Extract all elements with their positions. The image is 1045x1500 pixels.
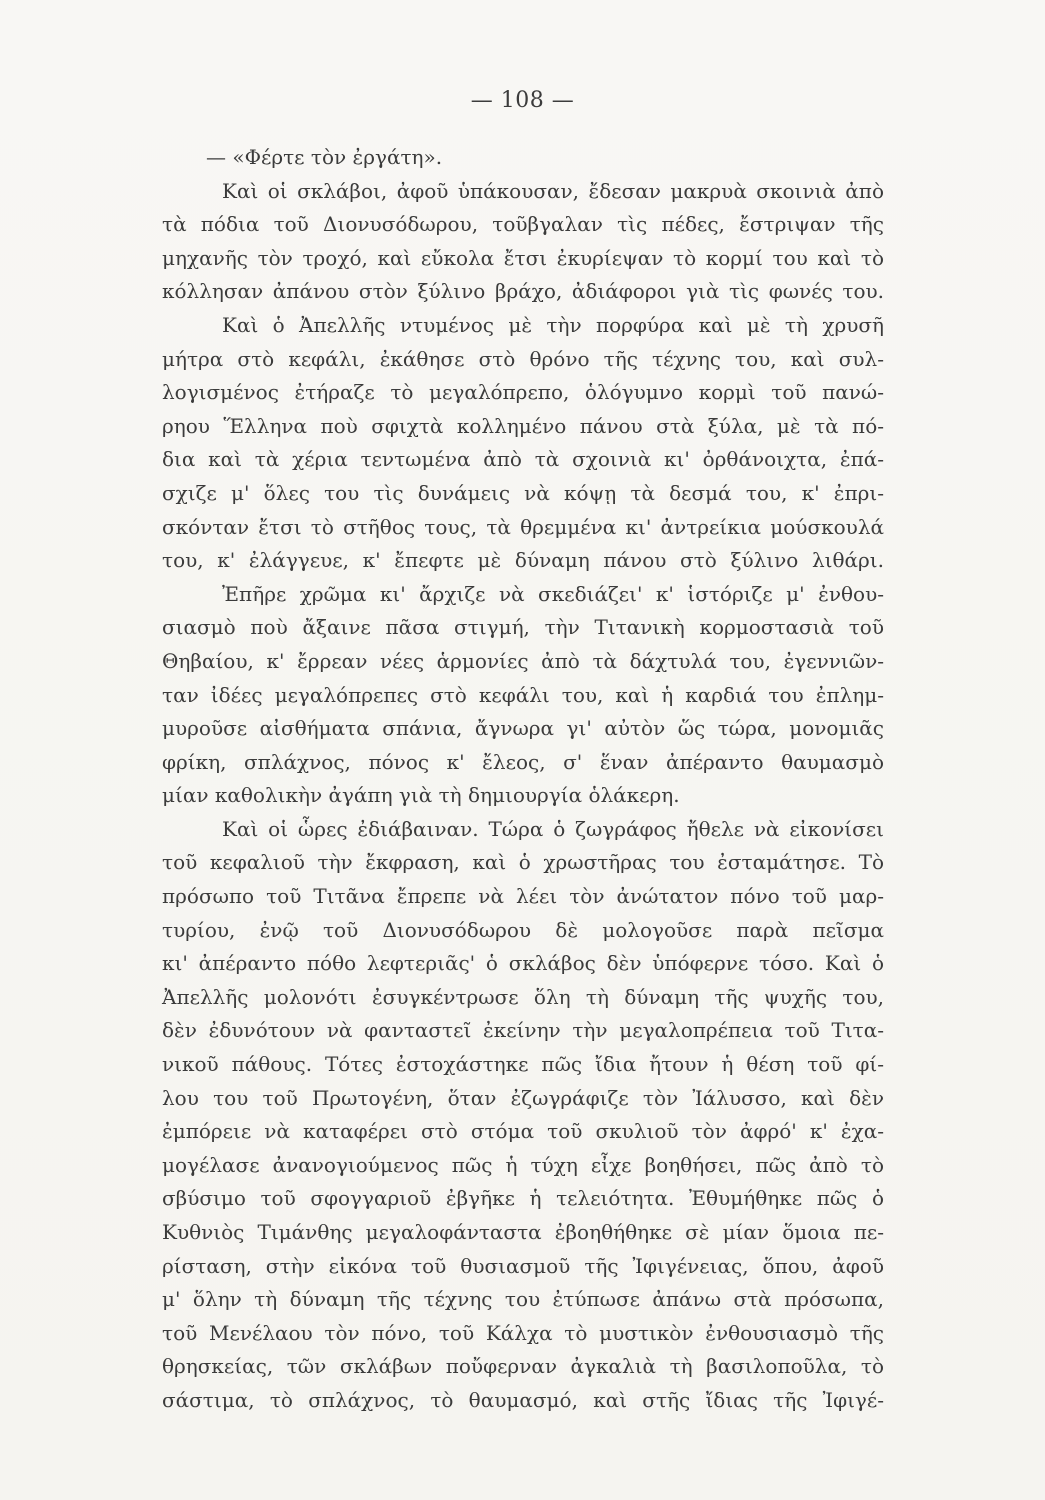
text-line: μυροῦσε αἰσθήματα σπάνια, ἄγνωρα γι' αὐτὸν ὥς τώρα, μονομιᾶς [162,716,884,741]
page-number: — 108 — [470,88,575,113]
text-line: μήτρα στὸ κεφάλι, ἐκάθησε στὸ θρόνο τῆς τέχνης του, καὶ συλ- [162,346,884,371]
text-line: τὰ πόδια τοῦ Διονυσόδωρου, τοῦβγαλαν τὶς πέδες, ἔστριψαν τῆς [162,212,884,237]
text-line: Καὶ οἱ σκλάβοι, ἀφοῦ ὑπάκουσαν, ἔδεσαν μακρυὰ σκοινιὰ ἀπὸ [222,178,884,203]
text-line: τοῦ κεφαλιοῦ τὴν ἔκφραση, καὶ ὁ χρωστῆρας του ἐσταμάτησε. Τὸ [162,850,884,875]
text-line: λου του τοῦ Πρωτογένη, ὅταν ἐζωγράφιζε τὸν Ἰάλυσσο, καὶ δὲν [162,1085,884,1110]
text-line: ταν ἰδέες μεγαλόπρεπες στὸ κεφάλι του, καὶ ἡ καρδιά του ἐπλημ- [162,682,884,707]
text-line: μογέλασε ἀνανογιούμενος πῶς ἡ τύχη εἶχε βοηθήσει, πῶς ἀπὸ τὸ [162,1152,884,1177]
text-line: λογισμένος ἐτήραζε τὸ μεγαλόπρεπο, ὁλόγυμνο κορμὶ τοῦ πανώ- [162,380,884,405]
text-line: Ἐπῆρε χρῶμα κι' ἄρχιζε νὰ σκεδιάζει' κ' ἱστόριζε μ' ἐνθου- [222,581,884,606]
text-line: φρίκη, σπλάχνος, πόνος κ' ἔλεος, σ' ἕναν ἀπέραντο θαυμασμὸ [162,749,884,774]
text-line: σκόνταν ἔτσι τὸ στῆθος τους, τὰ θρεμμένα κι' ἀντρείκια μούσκουλά [162,514,884,539]
text-line: δια καὶ τὰ χέρια τεντωμένα ἀπὸ τὰ σχοινιὰ κι' ὀρθάνοιχτα, ἐπά- [162,447,884,472]
text-line: Ἀπελλῆς μολονότι ἐσυγκέντρωσε ὅλη τὴ δύναμη τῆς ψυχῆς του, [162,984,884,1009]
text-line: μ' ὅλην τὴ δύναμη τῆς τέχνης του ἐτύπωσε ἀπάνω στὰ πρόσωπα, [162,1287,884,1312]
text-line: ρηου Ἕλληνα ποὺ σφιχτὰ κολλημένο πάνου στὰ ξύλα, μὲ τὰ πό- [162,413,884,438]
text-line: κόλλησαν ἀπάνου στὸν ξύλινο βράχο, ἀδιάφοροι γιὰ τὶς φωνές του. [162,279,884,304]
text-line: τοῦ Μενέλαου τὸν πόνο, τοῦ Κάλχα τὸ μυστικὸν ἐνθουσιασμὸ τῆς [162,1320,884,1345]
text-line: Θηβαίου, κ' ἔρρεαν νέες ἁρμονίες ἀπὸ τὰ δάχτυλά του, ἐγεννιῶν- [162,648,884,673]
text-line: πρόσωπο τοῦ Τιτᾶνα ἔπρεπε νὰ λέει τὸν ἀνώτατον πόνο τοῦ μαρ- [162,884,884,909]
text-line: σιασμὸ ποὺ ἄξαινε πᾶσα στιγμή, τὴν Τιτανικὴ κορμοστασιὰ τοῦ [162,615,884,640]
text-line: μίαν καθολικὴν ἀγάπη γιὰ τὴ δημιουργία ὁλάκερη. [162,783,680,808]
text-line: — «Φέρτε τὸν ἐργάτη». [206,145,443,169]
text-line: Κυθνιὸς Τιμάνθης μεγαλοφάνταστα ἐβοηθήθηκε σὲ μίαν ὅμοια πε- [162,1220,884,1244]
text-line: νικοῦ πάθους. Τότες ἐστοχάστηκε πῶς ἴδια ἤτουν ἡ θέση τοῦ φί- [162,1052,884,1077]
text-line: του, κ' ἐλάγγευε, κ' ἔπεφτε μὲ δύναμη πάνου στὸ ξύλινο λιθάρι. [162,548,884,573]
text-line: Καὶ ὁ Ἀπελλῆς ντυμένος μὲ τὴν πορφύρα καὶ μὲ τὴ χρυσῆ [222,312,884,337]
text-line: κι' ἀπέραντο πόθο λεφτεριᾶς' ὁ σκλάβος δὲν ὑπόφερνε τόσο. Καὶ ὁ [162,951,884,976]
text-line: τυρίου, ἐνῷ τοῦ Διονυσόδωρου δὲ μολογοῦσε παρὰ πεῖσμα [162,917,884,942]
text-line: μηχανῆς τὸν τροχό, καὶ εὔκολα ἔτσι ἐκυρίεψαν τὸ κορμί του καὶ τὸ [162,245,884,270]
text-line: σβύσιμο τοῦ σφογγαριοῦ ἐβγῆκε ἡ τελειότητα. Ἐθυμήθηκε πῶς ὁ [162,1186,884,1211]
body-text [162,141,884,1418]
text-line: ρίσταση, στὴν εἰκόνα τοῦ θυσιασμοῦ τῆς Ἰφιγένειας, ὅπου, ἀφοῦ [162,1253,884,1278]
text-line: Καὶ οἱ ὧρες ἐδιάβαιναν. Τώρα ὁ ζωγράφος ἤθελε νὰ εἰκονίσει [222,816,884,841]
text-line: σχιζε μ' ὅλες του τὶς δυνάμεις νὰ κόψῃ τὰ δεσμά του, κ' ἐπρι- [162,480,884,505]
text-line: ἐμπόρειε νὰ καταφέρει στὸ στόμα τοῦ σκυλιοῦ τὸν ἀφρό' κ' ἐχα- [162,1119,884,1144]
text-line: θρησκείας, τῶν σκλάβων ποὔφερναν ἀγκαλιὰ τὴ βασιλοποῦλα, τὸ [162,1354,884,1379]
text-line: δὲν ἐδυνότουν νὰ φανταστεῖ ἐκείνην τὴν μεγαλοπρέπεια τοῦ Τιτα- [162,1018,884,1043]
text-line: σάστιμα, τὸ σπλάχνος, τὸ θαυμασμό, καὶ στῆς ἴδιας τῆς Ἰφιγέ- [162,1387,884,1412]
